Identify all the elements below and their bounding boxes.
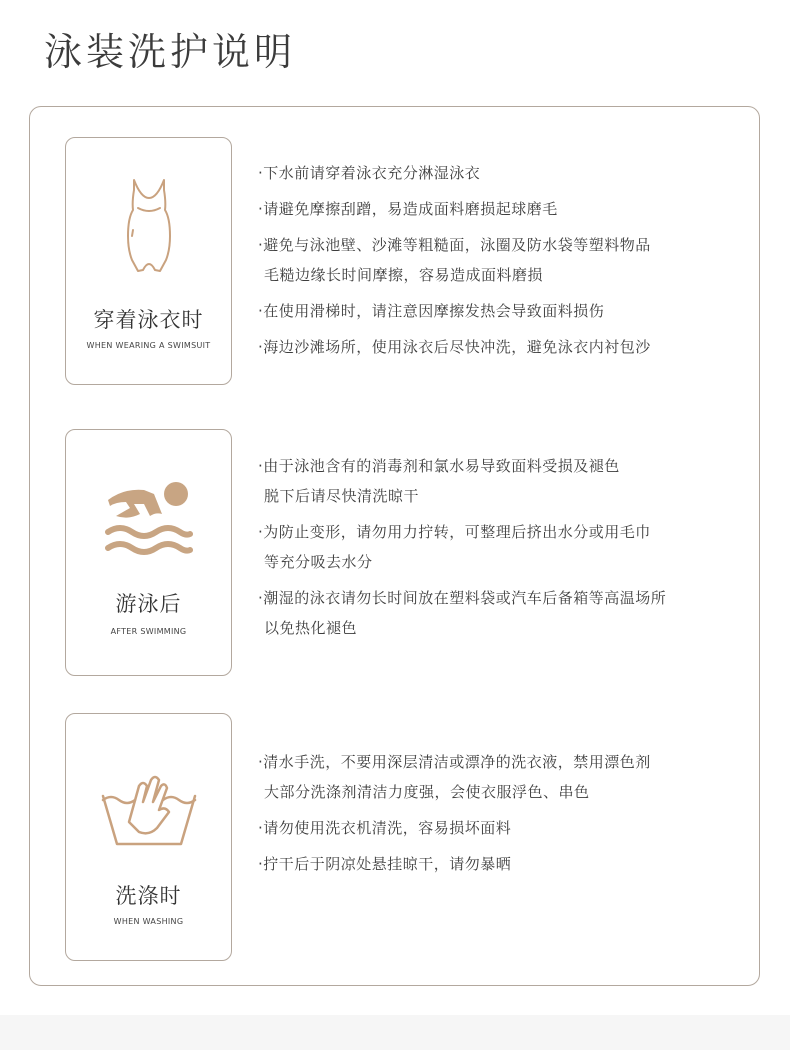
swimsuit-icon — [124, 178, 174, 274]
washing-tips — [258, 747, 753, 885]
wearing-tips — [258, 158, 753, 368]
tip-text: 等充分吸去水分 — [264, 553, 373, 571]
tip-item — [258, 517, 753, 577]
tip-item — [258, 747, 753, 807]
section-subtitle: AFTER SWIMMING — [110, 627, 187, 636]
tip-text: ·为防止变形，请勿用力拧转，可整理后挤出水分或用毛巾 — [258, 523, 651, 541]
tip-text: 以免热化褪色 — [264, 619, 358, 637]
after-swimming-icon-box — [65, 429, 232, 676]
tip-item — [258, 332, 753, 362]
tip-text: ·避免与泳池壁、沙滩等粗糙面，泳圈及防水袋等塑料物品 — [258, 236, 651, 254]
tip-item — [258, 813, 753, 843]
hand-wash-icon — [99, 766, 199, 848]
tip-text: ·潮湿的泳衣请勿长时间放在塑料袋或汽车后备箱等高温场所 — [258, 589, 667, 607]
tip-text: 脱下后请尽快清洗晾干 — [264, 487, 420, 505]
tip-item — [258, 849, 753, 879]
tip-text: ·海边沙滩场所，使用泳衣后尽快冲洗，避免泳衣内衬包沙 — [258, 338, 651, 356]
tip-item — [258, 296, 753, 326]
section-title: 洗涤时 — [115, 884, 182, 908]
section-subtitle: WHEN WASHING — [113, 917, 184, 926]
tip-text: ·下水前请穿着泳衣充分淋湿泳衣 — [258, 164, 481, 182]
after-swimming-tips — [258, 451, 753, 649]
tip-item — [258, 158, 753, 188]
tip-item — [258, 230, 753, 290]
tip-text: ·由于泳池含有的消毒剂和氯水易导致面料受损及褪色 — [258, 457, 620, 475]
tip-text: ·请勿使用洗衣机清洗，容易损坏面料 — [258, 819, 512, 837]
tip-text: ·清水手洗，不要用深层清洁或漂净的洗衣液，禁用漂色剂 — [258, 753, 651, 771]
tip-text: ·拧干后于阴凉处悬挂晾干，请勿暴晒 — [258, 855, 512, 873]
tip-item — [258, 451, 753, 511]
tip-text: 毛糙边缘长时间摩擦，容易造成面料磨损 — [264, 266, 544, 284]
section-title: 穿着泳衣时 — [93, 308, 204, 332]
section-title: 游泳后 — [115, 592, 182, 616]
swimmer-icon — [104, 478, 194, 558]
wearing-icon-box — [65, 137, 232, 385]
washing-icon-box — [65, 713, 232, 961]
tip-text: ·在使用滑梯时，请注意因摩擦发热会导致面料损伤 — [258, 302, 605, 320]
tip-text: ·请避免摩擦刮蹭，易造成面料磨损起球磨毛 — [258, 200, 558, 218]
bottom-band — [0, 1015, 790, 1050]
tip-item — [258, 583, 753, 643]
page-title: 泳装洗护说明 — [44, 30, 297, 74]
tip-item — [258, 194, 753, 224]
tip-text: 大部分洗涤剂清洁力度强，会使衣服浮色、串色 — [264, 783, 590, 801]
section-subtitle: WHEN WEARING A SWIMSUIT — [86, 341, 211, 350]
